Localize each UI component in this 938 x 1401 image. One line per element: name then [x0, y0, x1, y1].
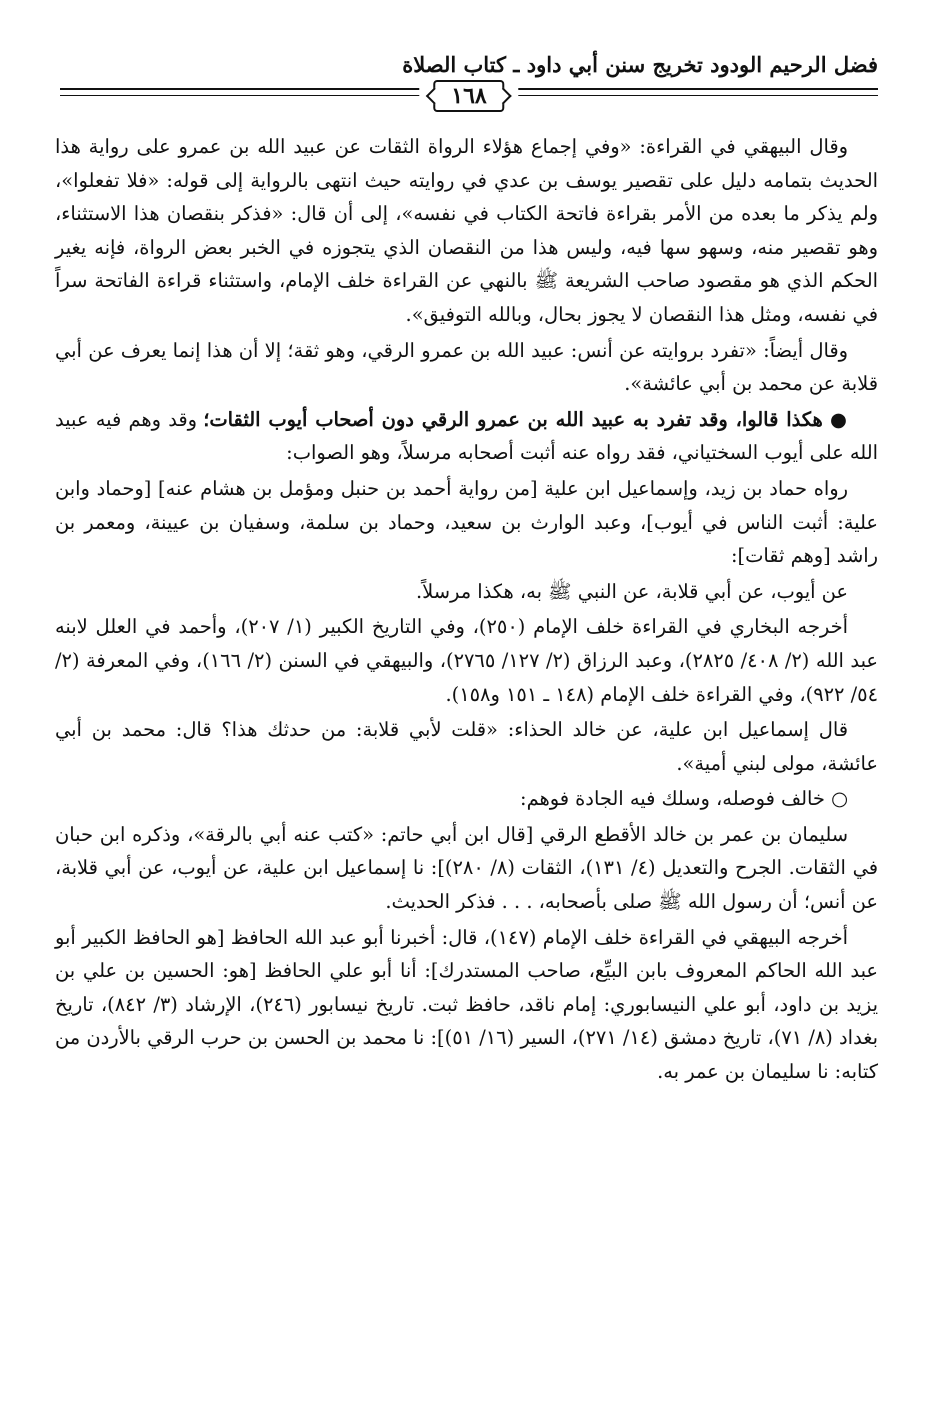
running-title: فضل الرحيم الودود تخريج سنن أبي داود ـ كتاب الصلاة: [402, 52, 878, 77]
paragraph: رواه حماد بن زيد، وإسماعيل ابن علية [من رواية أحمد بن حنبل ومؤمل بن هشام عنه] [وحماد وابن علية: أثبت الناس في أيوب]، وعبد الوارث بن سعيد، وحماد بن سلمة، وسفيان بن عيينة، ومعمر بن راشد [وهم ثقات]:: [55, 476, 878, 568]
paragraph: أخرجه البيهقي في القراءة خلف الإمام (١٤٧)، قال: أخبرنا أبو عبد الله الحافظ [هو الحافظ الكبير أبو عبد الله الحاكم المعروف بابن البيِّع، صاحب المستدرك]: أنا أبو علي الحافظ [هو: الحسين بن علي بن يزيد بن داود، أبو علي النيسابوري: إمام ناقد، حافظ ثبت. تاريخ نيسابور (٢٤٦)، الإرشاد (٣/ ٨٤٢)، تاريخ بغداد (٨/ ٧١)، تاريخ دمشق (١٤/ ٢٧١)، السير (١٦/ ٥١)]: نا محمد بن الحسن بن حرب الرقي بالأردن من كتابه: نا سليمان بن عمر به.: [55, 925, 879, 1084]
page-number: ١٦٨: [433, 80, 504, 112]
page-header: [60, 52, 878, 78]
paragraph: أخرجه البخاري في القراءة خلف الإمام (٢٥٠)، وفي التاريخ الكبير (١/ ٢٠٧)، وأحمد في العلل لابنه عبد الله (٢/ ٤٠٨/ ٢٨٢٥)، وعبد الرزاق (٢/ ١٢٧/ ٢٧٦٥)، والبيهقي في السنن (٢/ ١٦٦)، وفي المعرفة (٢/ ٥٤/ ٩٢٢)، وفي القراءة خلف الإمام (١٤٨ ـ ١٥١ و١٥٨).: [55, 615, 878, 706]
circle-marker: ○: [831, 787, 848, 811]
paragraph: سليمان بن عمر بن خالد الأقطع الرقي [قال ابن أبي حاتم: «كتب عنه أبي بالرقة»، وذكره ابن حبان في الثقات. الجرح والتعديل (٤/ ١٣١)، الثقات (٨/ ٢٨٠)]: نا إسماعيل ابن علية، عن أيوب، عن أبي قلابة، عن أنس؛ أن رسول الله ﷺ صلى بأصحابه، . . . فذكر الحديث.: [55, 822, 879, 914]
bullet-marker: ●: [829, 407, 848, 431]
bold-statement: هكذا قالوا، وقد تفرد به عبيد الله بن عمرو الرقي دون أصحاب أيوب الثقات؛: [203, 407, 823, 431]
paragraph-continuation: خالف فوصله، وسلك فيه الجادة فوهم:: [520, 787, 832, 811]
paragraph: وقال البيهقي في القراءة: «وفي إجماع هؤلاء الرواة الثقات عن عبيد الله بن عمرو على رواية هذا الحديث بتمامه دليل على تقصير يوسف بن عدي في روايته حيث انتهى بالرواية إلى قوله: «فلا تفعلوا»، ولم يذكر ما بعده من الأمر بقراءة فاتحة الكتاب في نفسه»، إلى أن قال: «فذكر بنقصان هذا الاستثناء، وهو تقصير منه، وسهو سها فيه، وليس هذا من النقصان الذي يتجوزه في الخبر بعض الرواة، فإنه يغير الحكم الذي هو مقصود صاحب الشريعة ﷺ بالنهي عن القراءة خلف الإمام، واستثناء قراءة الفاتحة سراً في نفسه، ومثل هذا النقصان لا يجوز بحال، وبالله التوفيق».: [55, 135, 878, 326]
paragraph: وقال أيضاً: «تفرد بروايته عن أنس: عبيد الله بن عمرو الرقي، وهو ثقة؛ إلا أن هذا إنما يعرف عن أبي قلابة عن محمد بن أبي عائشة».: [55, 338, 878, 396]
paragraph: [55, 782, 878, 816]
page-number-frame: [419, 80, 518, 112]
paragraph: قال إسماعيل ابن علية، عن خالد الحذاء: «قلت لأبي قلابة: من حدثك هذا؟ قال: محمد بن أبي عائشة، مولى لبني أمية».: [55, 718, 878, 775]
body-text: [55, 130, 878, 1091]
paragraph: [55, 403, 878, 470]
paragraph-continuation: وقد وهم فيه عبيد الله على أيوب السختياني، فقد رواه عنه أثبت أصحابه مرسلاً، وهو الصواب:: [55, 407, 878, 465]
paragraph: عن أيوب، عن أبي قلابة، عن النبي ﷺ به، هكذا مرسلاً.: [416, 579, 848, 603]
